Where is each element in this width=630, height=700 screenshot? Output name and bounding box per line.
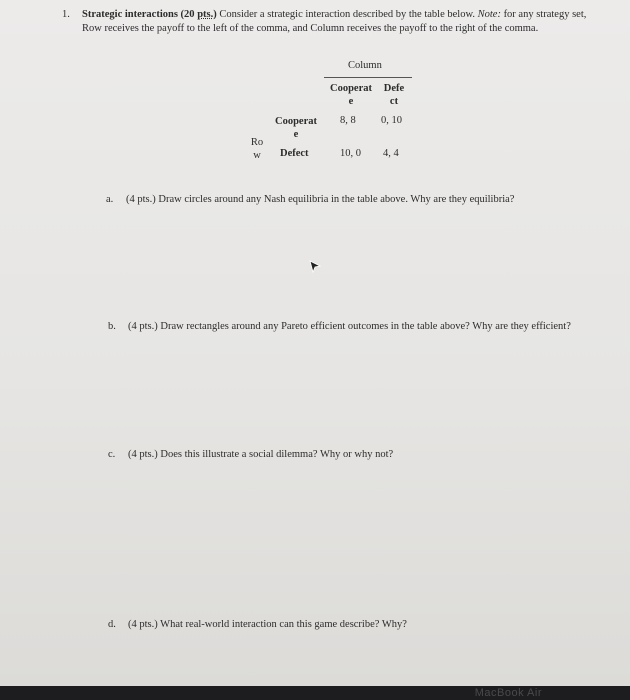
part-c: c. (4 pts.) Does this illustrate a social dilemma? Why or why not? [108,449,394,460]
device-label: MacBook Air [474,687,542,699]
part-a: a. (4 pts.) Draw circles around any Nash equilibria in the table above. Why are they equilibria? [106,194,515,205]
question-1 [62,8,602,36]
part-d: d. (4 pts.) What real-world interaction can this game describe? Why? [108,619,407,630]
table-rule [324,77,412,78]
payoff-cell-cc: 8, 8 [340,115,356,126]
payoff-cell-cd: 0, 10 [381,115,402,126]
question-title: Strategic interactions (20 pts.) [82,9,217,20]
col-header-cooperate: Cooperat e [330,83,372,107]
payoff-cell-dd: 4, 4 [383,148,399,159]
row-header-cooperate: Cooperat e [275,116,317,140]
note-label: Note: [477,9,501,20]
question-intro: Consider a strategic interaction described by the table below. [216,9,478,20]
question-number: 1. [62,9,70,20]
mouse-pointer-icon [309,260,321,274]
part-b: b. (4 pts.) Draw rectangles around any Pareto efficient outcomes in the table above? Why are they efficient? [108,321,571,332]
note-text: for any strategy set, Row receives the payoff to the left of the comma, and Column receives the payoff to the right of the comma. [82,9,587,34]
row-player-title: Ro w [250,137,264,161]
col-header-defect: Defe ct [383,83,405,107]
payoff-cell-dc: 10, 0 [340,148,361,159]
row-header-defect: Defect [280,148,309,159]
column-player-title: Column [348,60,382,71]
